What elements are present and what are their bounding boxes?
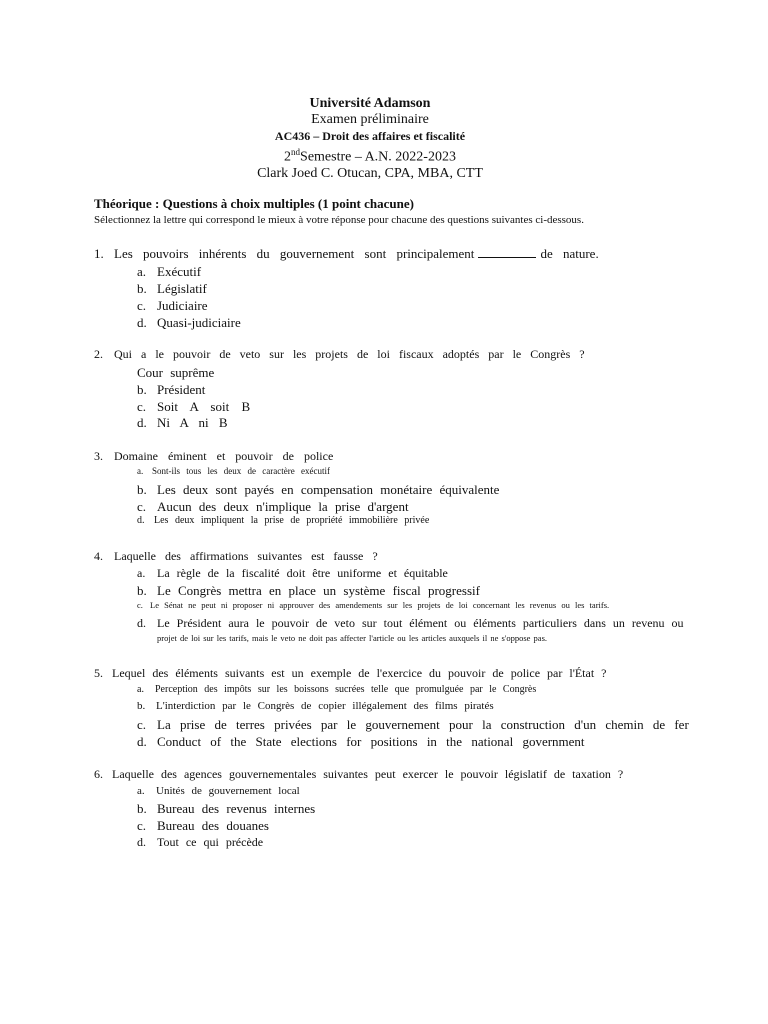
option-text: Les deux impliquent la prise de propriété immobilière privée (154, 515, 430, 526)
question-number: 6. (94, 767, 103, 781)
option-text: Le Sénat ne peut ni proposer ni approuver des amendements sur les projets de loi concernant les revenus ou les tarifs. (150, 600, 610, 610)
option-letter: b. (137, 281, 147, 296)
option-letter: c. (137, 399, 147, 414)
option-text: Exécutif (157, 264, 202, 279)
option (137, 566, 448, 581)
option-letter: b. (137, 382, 147, 397)
option (137, 583, 480, 599)
option (137, 298, 208, 314)
option-text: Législatif (157, 281, 207, 296)
option-letter: a. (137, 684, 144, 695)
question-stem: Laquelle des affirmations suivantes est fausse ? (114, 549, 378, 563)
option-letter: c. (137, 818, 147, 833)
option-continuation: projet de loi sur les tarifs, mais le veto ne doit pas affecter l'article ou les articles auxquels il ne s'oppose pas. (157, 633, 548, 643)
exam-title: Examen préliminaire (311, 112, 429, 127)
option-text: Ni A ni B (157, 415, 228, 430)
option-text: Perception des impôts sur les boissons sucrées telle que promulguée par le Congrès (155, 684, 537, 695)
option (137, 281, 207, 297)
option-text: La prise de terres privées par le gouvernement pour la construction d'un chemin de fer (157, 717, 689, 732)
option-text: Cour suprême (137, 365, 215, 380)
semester-line (0, 144, 740, 166)
question-2 (94, 347, 585, 362)
option-text: Les deux sont payés en compensation monétaire équivalente (157, 482, 500, 497)
option-text: Soit A soit B (157, 399, 251, 414)
option (137, 365, 214, 381)
option-text: Le Congrès mettra en place un système fiscal progressif (157, 583, 480, 598)
option (137, 466, 330, 476)
option-letter: b. (137, 700, 146, 712)
option (137, 785, 300, 797)
question-stem: Laquelle des agences gouvernementales suivantes peut exercer le pouvoir législatif de taxation ? (112, 767, 624, 781)
option-letter: c. (137, 499, 147, 514)
question-stem: Lequel des éléments suivants est un exemple de l'exercice du pouvoir de police par l'État ? (112, 666, 607, 680)
option (137, 499, 409, 515)
question-stem-end: de nature. (540, 246, 599, 261)
option (137, 264, 201, 280)
option-letter: b. (137, 482, 147, 497)
option-letter: a. (137, 264, 147, 279)
option (137, 684, 536, 695)
option (137, 382, 205, 398)
option-letter: d. (137, 415, 147, 430)
professor-name: Clark Joed C. Otucan, CPA, MBA, CTT (257, 165, 483, 181)
option-letter: c. (137, 717, 147, 732)
option-text: Président (157, 382, 206, 397)
answer-blank (478, 257, 536, 258)
option-letter: d. (137, 734, 147, 749)
question-1 (94, 246, 599, 262)
university-name: Université Adamson (309, 96, 431, 111)
semester-text: Semestre – A.N. 2022-2023 (300, 149, 456, 165)
option-text: Bureau des douanes (157, 818, 269, 833)
question-4 (94, 549, 378, 564)
option-text: Judiciaire (157, 298, 208, 313)
question-number: 2. (94, 347, 103, 361)
option-letter: c. (137, 298, 147, 313)
question-number: 4. (94, 549, 103, 563)
option-letter: b. (137, 583, 147, 598)
option (137, 315, 241, 331)
exam-header (0, 96, 740, 182)
option (137, 734, 585, 750)
section-title: Théorique : Questions à choix multiples (1 point chacune) (94, 196, 414, 211)
question-5 (94, 666, 607, 681)
option (137, 482, 499, 498)
option (137, 415, 228, 431)
question-stem: Domaine éminent et pouvoir de police (114, 449, 334, 463)
option-text: Quasi-judiciaire (157, 315, 241, 330)
semester-number: 2 (284, 149, 292, 165)
option (137, 818, 269, 834)
option (137, 835, 263, 850)
option-letter: a. (137, 785, 145, 797)
section-instructions: Sélectionnez la lettre qui correspond le mieux à votre réponse pour chacune des questions suivantes ci-dessous. (94, 214, 584, 226)
option-letter: a. (137, 466, 144, 476)
option (137, 600, 609, 610)
option-letter: d. (137, 315, 147, 330)
option-letter: c. (137, 600, 143, 610)
question-3 (94, 449, 333, 464)
option-text: Bureau des revenus internes (157, 801, 316, 816)
question-number: 1. (94, 246, 104, 261)
course-title: AC436 – Droit des affaires et fiscalité (274, 129, 466, 143)
option-letter: b. (137, 801, 147, 816)
option-text: Aucun des deux n'implique la prise d'argent (157, 499, 409, 514)
option (137, 399, 250, 415)
option-text: L'interdiction par le Congrès de copier illégalement des films piratés (156, 700, 494, 712)
option-letter: d. (137, 515, 145, 526)
option-text: Sont-ils tous les deux de caractère exécutif (152, 466, 330, 476)
question-6 (94, 767, 623, 782)
option (137, 700, 494, 712)
option-letter: a. (137, 566, 146, 580)
question-stem: Les pouvoirs inhérents du gouvernement sont principalement (114, 246, 475, 261)
option (137, 515, 429, 526)
option (137, 801, 315, 817)
option-text: Unités de gouvernement local (156, 785, 300, 797)
option-text: La règle de la fiscalité doit être uniforme et équitable (157, 566, 448, 580)
option-text: Tout ce qui précède (157, 835, 264, 849)
option (137, 717, 689, 733)
option-text: Le Président aura le pouvoir de veto sur tout élément ou éléments particuliers dans un revenu ou (157, 616, 684, 630)
option-letter: d. (137, 616, 146, 630)
option (137, 616, 684, 631)
question-number: 3. (94, 449, 103, 463)
option-letter: d. (137, 835, 146, 849)
option-text: Conduct of the State elections for positions in the national government (157, 734, 585, 749)
semester-suffix: nd (291, 147, 301, 157)
question-number: 5. (94, 666, 103, 680)
question-stem: Qui a le pouvoir de veto sur les projets de loi fiscaux adoptés par le Congrès ? (114, 347, 585, 361)
